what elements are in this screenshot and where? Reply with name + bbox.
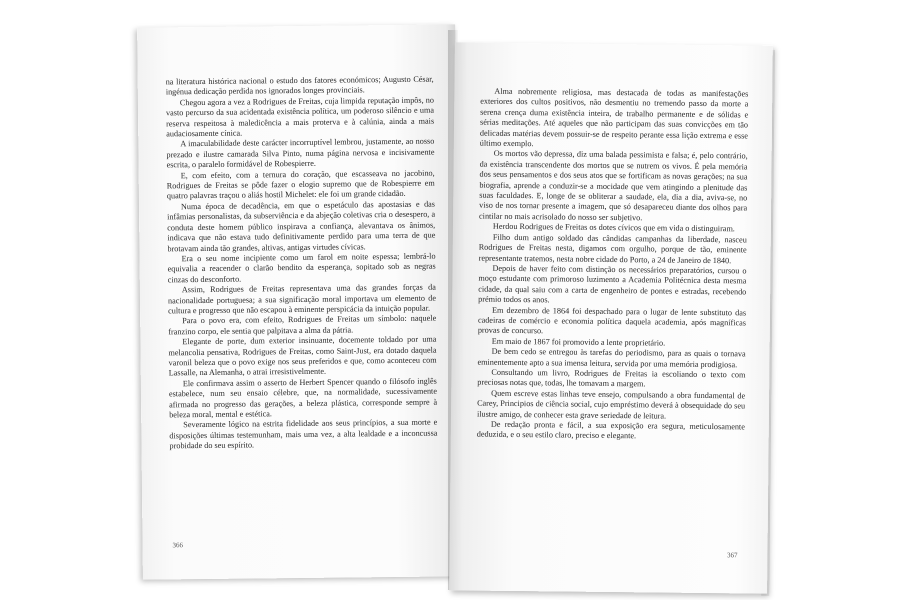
right-page-text bbox=[477, 87, 749, 444]
left-page bbox=[137, 24, 461, 579]
page-number-left: 366 bbox=[172, 541, 184, 550]
paragraph: Chegou agora a vez a Rodrigues de Freitas, cuja limpida reputação impôs, no vasto percurso da sua acidentada existência política, um poderoso silêncio e uma reserva respeitosa à maledicência a mais proterva e à calúnia, ainda a mais audaciosamente cínica. bbox=[165, 95, 435, 139]
paragraph: Ele confirmava assim o asserto de Herbert Spencer quando o filósofo inglês estabelece, num seu ensaio célebre, que, na normalidade, sucessivamente afirmada no progresso das gerações, a beleza plástica, corresponde sempre à beleza moral, mental e estética. bbox=[168, 376, 438, 420]
paragraph: Herdou Rodrigues de Freitas os dotes cívicos que em vida o distinguiram. bbox=[492, 222, 735, 234]
paragraph: A imaculabilidade deste carácter incorruptível lembrou, justamente, ao nosso prezado e ilustre camarada Silva Pinto, numa página nervosa e incisivamente escrita, o paralelo formidável de Robespierre. bbox=[166, 137, 435, 170]
left-page-text bbox=[166, 75, 438, 452]
paragraph: Em dezembro de 1864 foi despachado para o lugar de lente substituto das cadeiras de comércio e economia política daquela academia, após magníficas provas de concurso. bbox=[477, 305, 747, 336]
paragraph: Severamente lógico na estrita fidelidade aos seus princípios, a sua morte e disposições últimas testemunham, mais uma vez, a alta lealdade e a inconcussa probidade do seu espírito. bbox=[169, 417, 438, 451]
paragraph: E, com efeito, com a ternura do coração, que escasseava no jacobino, Rodrigues de Freitas se pôde fazer o elogio supremo que de Robespierre em quatro palavras traçou o aliás hostil Michelet: ele foi um grande cidadão. bbox=[166, 168, 435, 201]
paragraph: Depois de haver feito com distinção os necessários preparatórios, cursou o moço estudante com primoroso luzimento a Academia Politécnica desta mesma cidade, da qual saiu com a carta de engenheiro de pontes e estradas, recebendo prémio todos os anos. bbox=[478, 263, 747, 305]
paragraph: Filho dum antigo soldado das cândidas campanhas da liberdade, nasceu Rodrigues de Freitas nesta, digamos com orgulho, porque de tão, eminente representante tratemos, nesta nobre cidade do Porto, a 24 de Janeiro de 1840. bbox=[478, 232, 747, 265]
paragraph: Era o seu nome incipiente como um farol em noite espessa; lembrá-lo equivalia a reacender o clarão bendito da esperança, sopitado sob as negras cinzas do desconforto. bbox=[167, 251, 436, 285]
paragraph: Para o povo era, com efeito, Rodrigues de Freitas um símbolo: naquele franzino corpo, ele sentia que palpitava a alma da pátria. bbox=[168, 313, 437, 337]
paragraph: Alma nobremente religiosa, mas destacada de todas as manifestações exteriores dos cultos positivos, não desmentiu no tremendo passo da morte a serena crença duma existência inteira, de trabalho permanente e de sólidas e sérias meditações. Até aqueles que não participam das suas convicções em tão delicadas matérias devem possuir-se de respeito perante essa lição extrema e esse último exemplo. bbox=[479, 86, 749, 149]
right-page bbox=[449, 42, 773, 593]
paragraph: na literatura histórica nacional o estudo dos fatores económicos; Augusto César, ingénua dedicação perdida nos ignorados longes provinciais. bbox=[165, 74, 434, 97]
paragraph: Elegante de porte, dum exterior insinuante, docemente toldado por uma melancolia pensativa, Rodrigues de Freitas, como Saint-Just, era dotado daquela varonil beleza que o povo exige nos seus preferidos e que, como aconteceu com Lassalle, na Alemanha, o atrai irresistivelmente. bbox=[168, 334, 437, 378]
paragraph: Os mortos vão depressa, diz uma balada pessimista e falsa; é, pelo contrário, da existência transcendente dos mortos que se nutrem os vivos. É pela memória dos seus pensamentos e dos seus atos que se fortificam as novas gerações; na sua biografia, aprende a conduzir-se a mocidade que vem atingindo a plenitude das suas faculdades. E, longe de se obliterar a saudade, ela, dia a dia, aviva-se, no viso de nos tornar presente a imagem, que só desapareceu diante dos olhos para cintilar no mais acrisolado do nosso ser subjetivo. bbox=[479, 149, 748, 223]
page-number-right: 367 bbox=[726, 551, 738, 560]
paragraph: Consultando um livro, Rodrigues de Freitas ia escoliando o texto com preciosas notas que, todas, lhe tomavam a margem. bbox=[477, 367, 746, 389]
paragraph: Em maio de 1867 foi promovido a lente proprietário. bbox=[491, 336, 666, 348]
paragraph: De redação pronta e fácil, a sua exposição era segura, meticulosamente deduzida, e o seu estilo claro, preciso e elegante. bbox=[476, 419, 745, 441]
paragraph: Numa época de decadência, em que o espetáculo das apostasias e das infâmias personalistas, da subserviência e da abjeção coletivas cria o desespero, a conduta deste homem público inspirava a confiança, alevantava os ânimos, indicava que não estava tudo definitivamente perdido para uma terra de que brotavam ainda tão grandes, altivas, antigas virtudes cívicas. bbox=[167, 199, 436, 253]
paragraph: Assim, Rodrigues de Freitas representava uma das grandes forças da nacionalidade portuguesa; a sua significação moral importava um elemento de cultura e progresso que não escapou à eminente perspicácia da intuição popular. bbox=[167, 282, 437, 316]
paragraph: De bem cedo se entregou às tarefas do periodismo, para as quais o tornava eminentemente apto a sua imensa leitura, servida por uma memória prodigiosa. bbox=[477, 346, 746, 369]
paragraph: Quem escreve estas linhas teve ensejo, compulsando a obra fundamental de Carey, Principios de ciência social, cujo empréstimo deverá à obsequidade do seu ilustre amigo, de conhecer esta grave seriedade de leitura. bbox=[476, 388, 746, 421]
